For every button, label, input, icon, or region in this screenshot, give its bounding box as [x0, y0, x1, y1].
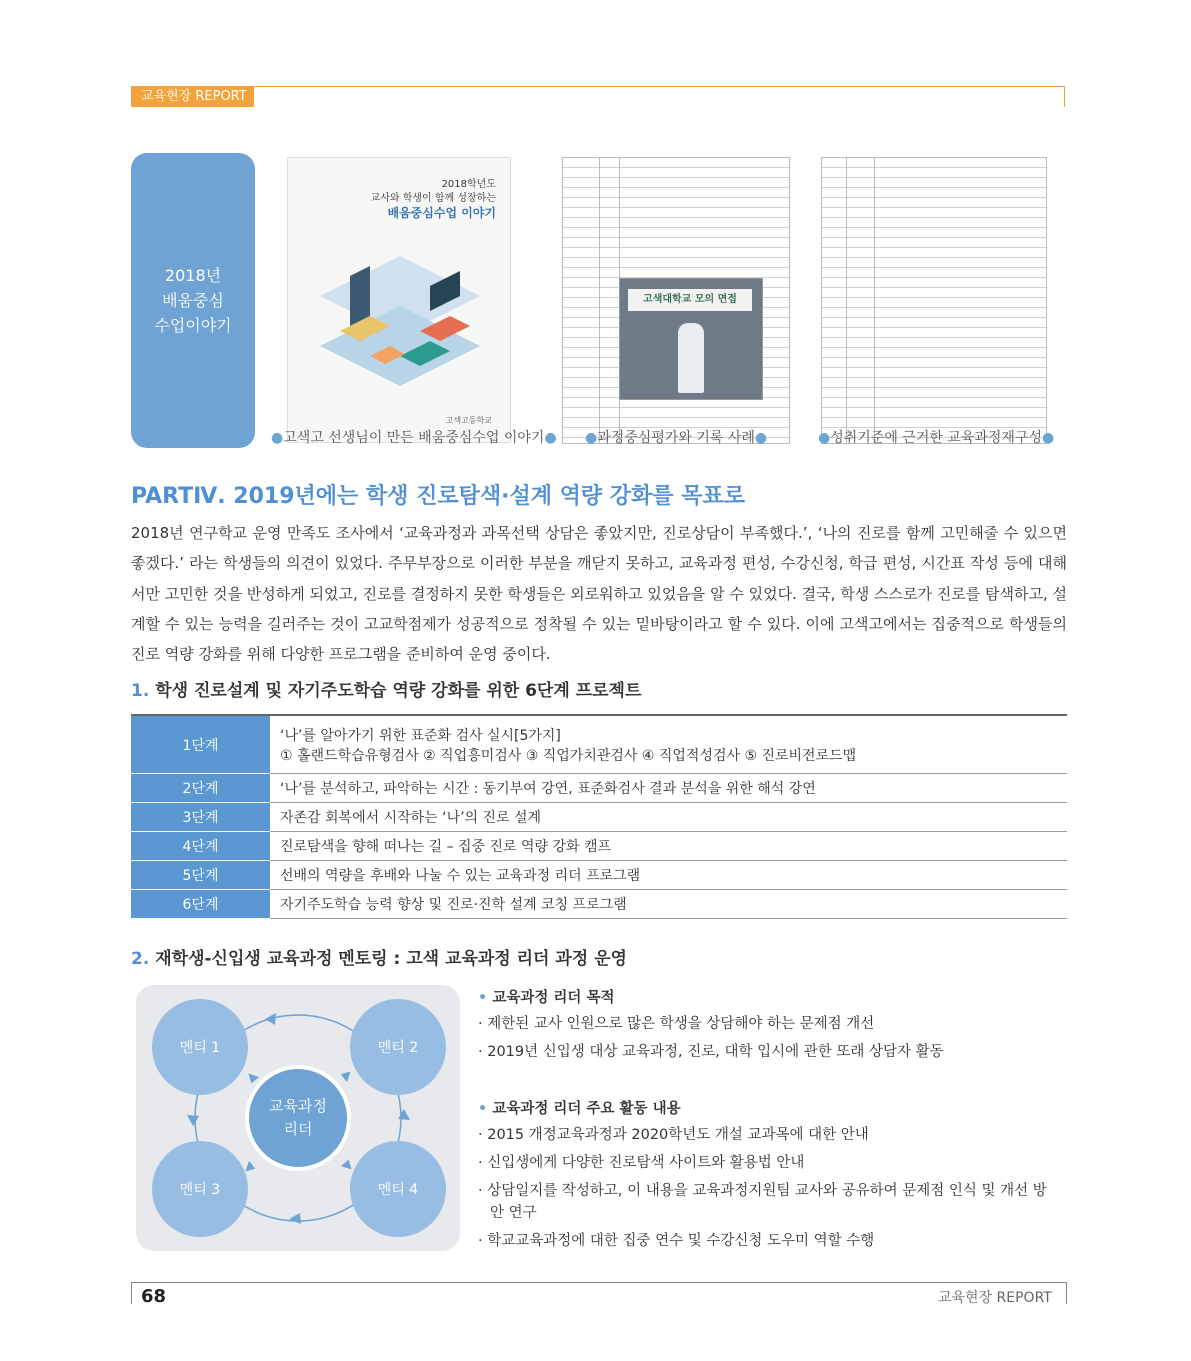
table-row: [131, 832, 1067, 861]
caption-evaluation: ●과정중심평가와 기록 사례●: [585, 430, 768, 446]
step-label: 2단계: [131, 774, 270, 803]
list-item: · 2015 개정교육과정과 2020학년도 개설 교과목에 대한 안내: [478, 1127, 869, 1143]
list-item: · 신입생에게 다양한 진로탐색 사이트와 활용법 안내: [478, 1155, 805, 1171]
step-description: ‘나’를 분석하고, 파악하는 시간 : 동기부여 강연, 표준화검사 결과 분석을 위한 해석 강연: [280, 781, 816, 797]
mentee-3-node: 멘티 3: [152, 1141, 248, 1237]
leader-node: [245, 1065, 351, 1171]
evaluation-record-image: [562, 157, 790, 444]
step-description-line: ① 홀랜드학습유형검사 ② 직업흥미검사 ③ 직업가치관검사 ④ 직업적성검사 ⑤ 진로비전로드맵: [280, 747, 857, 764]
intro-line-2: 배움중심: [162, 291, 224, 310]
book-title-main: 배움중심수업 이야기: [387, 206, 496, 220]
step-description-line: ‘나’를 알아가기 위한 표준화 검사 실시[5가지]: [280, 727, 561, 744]
intro-box: [131, 153, 255, 448]
footer-rule: [131, 1282, 1067, 1283]
classroom-illustration: [310, 236, 490, 406]
mentee-2-node: 멘티 2: [350, 999, 446, 1095]
table-row: [131, 861, 1067, 890]
activities-heading: • 교육과정 리더 주요 활동 내용: [478, 1101, 681, 1117]
bullet-dot-icon: ●: [271, 430, 284, 446]
footer-report-label: 교육현장 REPORT: [938, 1290, 1052, 1306]
intro-line-3: 수업이야기: [154, 316, 232, 335]
section-2-number: 2.: [131, 949, 150, 969]
list-item: · 상담일지를 작성하고, 이 내용을 교육과정지원팀 교사와 공유하여 문제점 인식 및 개선 방안 연구: [478, 1183, 1047, 1221]
footer-rule-tick: [131, 1282, 132, 1304]
step-description: 자기주도학습 능력 향상 및 진로·진학 설계 코칭 프로그램: [280, 897, 627, 913]
bullet-dot-icon: •: [478, 990, 493, 1006]
section-1-number: 1.: [131, 681, 150, 701]
step-label: 3단계: [131, 803, 270, 832]
intro-line-1: 2018년: [164, 266, 222, 285]
photo-banner: 고색대학교 모의 면접: [628, 289, 752, 311]
step-label: 4단계: [131, 832, 270, 861]
caption-book: ●고색고 선생님이 만든 배움중심수업 이야기●: [271, 430, 557, 446]
bullet-dot-icon: ●: [1041, 430, 1055, 446]
list-item: · 2019년 신입생 대상 교육과정, 진로, 대학 입시에 관한 또래 상담자 활동: [478, 1044, 944, 1060]
step-description: 진로탐색을 향해 떠나는 길 – 집중 진로 역량 강화 캠프: [280, 839, 612, 855]
header-tag: 교육현장 REPORT: [131, 86, 254, 107]
book-title-year: 2018학년도: [441, 179, 496, 190]
list-item: · 학교교육과정에 대한 집중 연수 및 수강신청 도우미 역할 수행: [478, 1233, 875, 1249]
doc-column-line: [599, 158, 600, 443]
purpose-list: [478, 986, 1078, 1069]
mentee-4-node: 멘티 4: [350, 1141, 446, 1237]
table-row: [131, 716, 1067, 774]
section-2-title: [131, 944, 627, 969]
section-1-title: [131, 676, 641, 701]
curriculum-reconstruction-image: [821, 157, 1047, 444]
doc-column-line: [874, 158, 875, 443]
header-rule-tick: [1064, 86, 1065, 107]
step-label: 6단계: [131, 890, 270, 919]
step-label: 5단계: [131, 861, 270, 890]
bullet-dot-icon: •: [478, 1101, 493, 1117]
step-description: [270, 716, 1067, 773]
step-label: 1단계: [131, 716, 270, 774]
leader-label-line: 리더: [283, 1120, 313, 1138]
footer-rule-tick: [1066, 1282, 1067, 1304]
book-publisher: 고색고등학교: [445, 416, 492, 425]
list-item: · 제한된 교사 인원으로 많은 학생을 상담해야 하는 문제점 개선: [478, 1016, 875, 1032]
doc-column-line: [846, 158, 847, 443]
step-description: 자존감 회복에서 시작하는 ‘나’의 진로 설계: [280, 810, 542, 826]
body-paragraph: 2018년 연구학교 운영 만족도 조사에서 ‘교육과정과 과목선택 상담은 좋았지만, 진로상담이 부족했다.’, ‘나의 진로를 함께 고민해줄 수 있으면 좋겠다.’ 라는 학생들의 의견이 있었다. 주무부장으로 이러한 부분을 깨닫지 못하고, 교육과정 편성, 수강신청, 학급 편성, 시간표 작성 등에 대해서만 고민한 것을 반성하게 되었고, 진로를 결정하지 못한 학생들은 외로워하고 있었음을 알 수 있었다. 결국, 학생 스스로가 진로를 탐색하고, 설계할 수 있는 능력을 길러주는 것이 고교학점제가 성공적으로 정착될 수 있는 밑바탕이라고 할 수 있다. 이에 고색고에서는 집중적으로 학생들의 진로 역량 강화를 위해 다양한 프로그램을 준비하여 운영 중이다.: [131, 524, 1067, 664]
book-title: [371, 178, 496, 220]
bullet-dot-icon: ●: [818, 430, 831, 446]
section-2-text: 재학생-신입생 교육과정 멘토링 : 고색 교육과정 리더 과정 운영: [155, 949, 627, 969]
interview-photo: [619, 278, 763, 400]
table-row: [131, 803, 1067, 832]
mentee-1-node: 멘티 1: [152, 999, 248, 1095]
student-figure: [678, 323, 704, 393]
mentoring-diagram: [136, 985, 460, 1251]
page-number: 68: [141, 1286, 167, 1307]
step-description: 선배의 역량을 후배와 나눌 수 있는 교육과정 리더 프로그램: [280, 868, 641, 884]
bullet-dot-icon: ●: [544, 430, 557, 446]
table-row: [131, 890, 1067, 919]
activities-list: [478, 1097, 1078, 1258]
section-1-text: 학생 진로설계 및 자기주도학습 역량 강화를 위한 6단계 프로젝트: [155, 681, 642, 701]
leader-label-line: 교육과정: [269, 1097, 327, 1115]
table-row: [131, 774, 1067, 803]
part-title: PARTⅣ. 2019년에는 학생 진로탐색·설계 역량 강화를 목표로: [131, 484, 745, 509]
book-cover-image: [287, 157, 511, 443]
header-rule: [254, 86, 1064, 87]
purpose-heading: • 교육과정 리더 목적: [478, 990, 615, 1006]
caption-curriculum: ●성취기준에 근거한 교육과정재구성●: [818, 430, 1055, 446]
bullet-dot-icon: ●: [585, 430, 598, 446]
steps-table: [131, 714, 1067, 919]
book-title-sub: 교사와 학생이 함께 성장하는: [370, 193, 496, 204]
bullet-dot-icon: ●: [754, 430, 768, 446]
